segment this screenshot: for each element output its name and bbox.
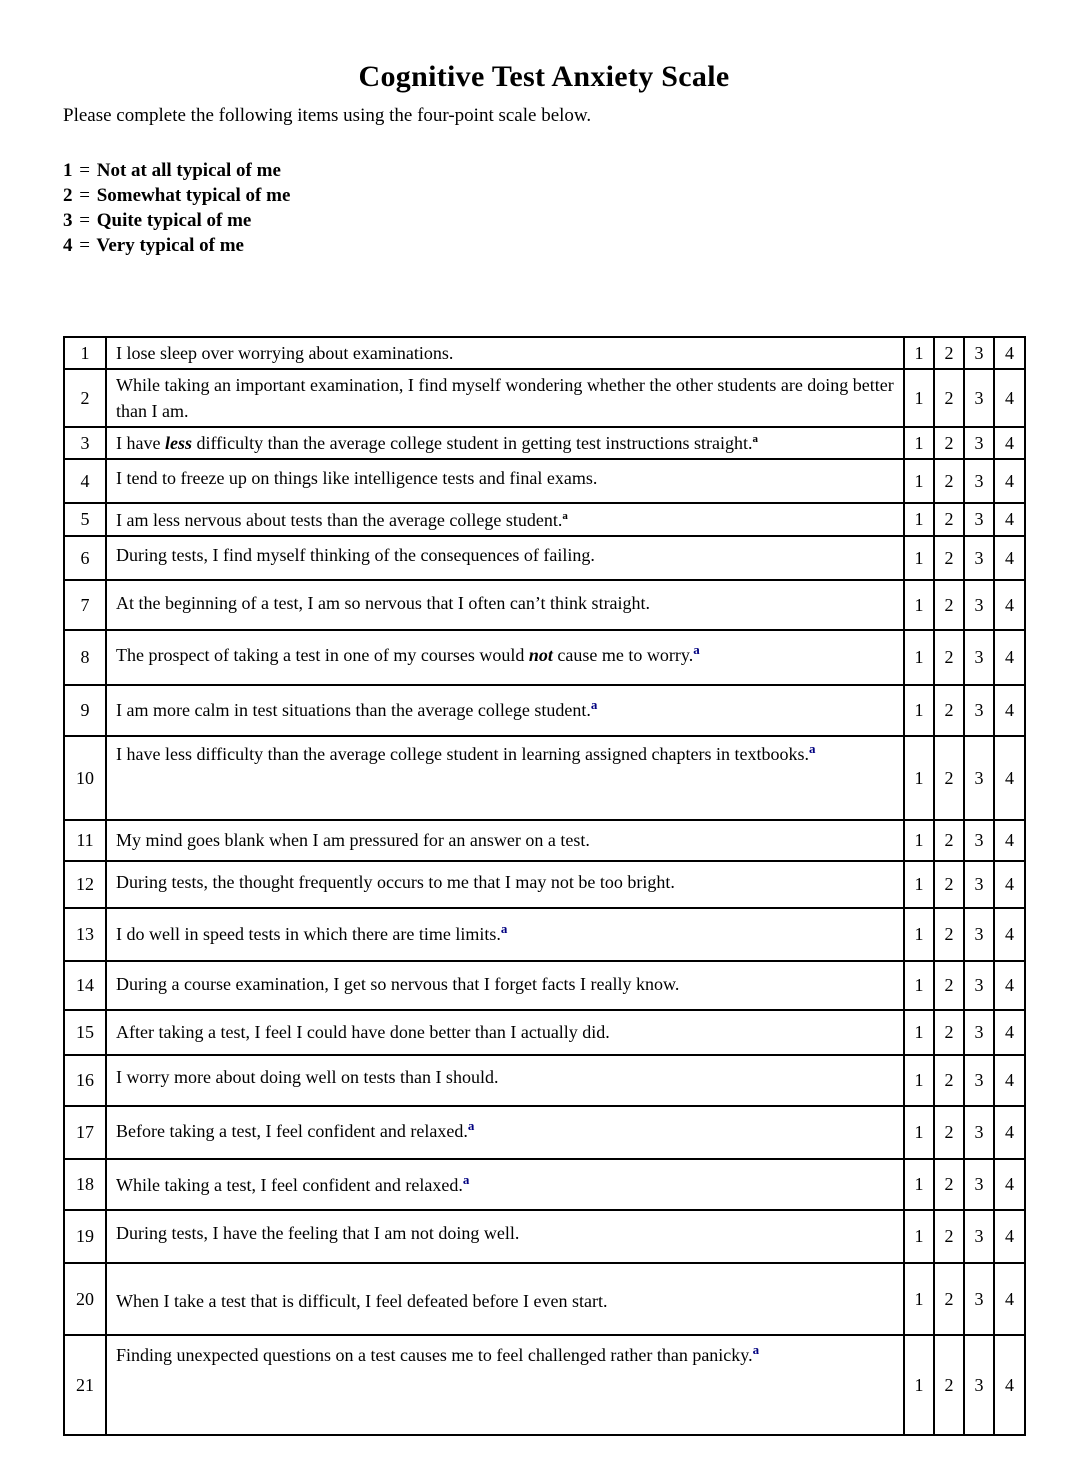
scale-option: [63, 183, 1088, 208]
item-statement: [106, 1210, 904, 1263]
item-number: 2: [64, 369, 106, 427]
questionnaire-row: [64, 861, 1025, 908]
rating-cell-3[interactable]: 3: [964, 1010, 994, 1055]
rating-cell-3[interactable]: 3: [964, 861, 994, 908]
item-statement: [106, 685, 904, 736]
rating-cell-4[interactable]: 4: [994, 369, 1025, 427]
item-number: 5: [64, 503, 106, 536]
questionnaire-row: [64, 1263, 1025, 1335]
questionnaire-row: [64, 685, 1025, 736]
rating-cell-3[interactable]: 3: [964, 908, 994, 961]
rating-cell-3[interactable]: 3: [964, 427, 994, 459]
scale-option: [63, 233, 1088, 258]
rating-cell-4[interactable]: 4: [994, 1210, 1025, 1263]
footnote-marker: a: [590, 697, 598, 712]
statement-text: I worry more about doing well on tests than I should.: [116, 1067, 499, 1087]
statement-text: I do well in speed tests in which there are time limits.: [116, 924, 501, 944]
item-number: 14: [64, 961, 106, 1010]
rating-cell-3[interactable]: 3: [964, 1159, 994, 1210]
item-number: 21: [64, 1335, 106, 1435]
item-number: 4: [64, 459, 106, 503]
rating-cell-3[interactable]: 3: [964, 1335, 994, 1435]
statement-text: Finding unexpected questions on a test causes me to feel challenged rather than panicky.: [116, 1345, 753, 1365]
scale-option-equals: =: [79, 160, 90, 181]
statement-text: When I take a test that is difficult, I feel defeated before I even start.: [116, 1291, 608, 1311]
rating-cell-2[interactable]: 2: [934, 861, 964, 908]
scale-option: [63, 158, 1088, 183]
item-number: 16: [64, 1055, 106, 1106]
scale-option-value: 1: [63, 160, 73, 181]
rating-cell-4[interactable]: 4: [994, 459, 1025, 503]
item-number: 10: [64, 736, 106, 820]
rating-cell-1[interactable]: 1: [904, 1106, 934, 1159]
rating-cell-3[interactable]: 3: [964, 685, 994, 736]
item-statement: [106, 820, 904, 861]
footnote-marker: a: [808, 741, 816, 756]
rating-cell-1[interactable]: 1: [904, 685, 934, 736]
rating-cell-2[interactable]: 2: [934, 736, 964, 820]
questionnaire-row: [64, 820, 1025, 861]
item-statement: [106, 580, 904, 630]
item-statement: [106, 908, 904, 961]
rating-cell-1[interactable]: 1: [904, 736, 934, 820]
instructions-text: Please complete the following items using the four-point scale below.: [63, 105, 592, 126]
footnote-marker: a: [562, 510, 568, 522]
rating-cell-2[interactable]: 2: [934, 908, 964, 961]
item-statement: [106, 1263, 904, 1335]
rating-cell-2[interactable]: 2: [934, 685, 964, 736]
item-statement: [106, 1106, 904, 1159]
rating-cell-4[interactable]: 4: [994, 908, 1025, 961]
scale-option-value: 2: [63, 185, 73, 206]
rating-cell-2[interactable]: 2: [934, 459, 964, 503]
statement-text: I am less nervous about tests than the average college student.: [116, 510, 563, 530]
statement-text: I lose sleep over worrying about examinations.: [116, 343, 454, 363]
rating-cell-2[interactable]: 2: [934, 1210, 964, 1263]
questionnaire-row: [64, 908, 1025, 961]
item-number: 17: [64, 1106, 106, 1159]
rating-cell-4[interactable]: 4: [994, 1159, 1025, 1210]
item-number: 6: [64, 536, 106, 580]
rating-cell-1[interactable]: 1: [904, 1263, 934, 1335]
rating-cell-2[interactable]: 2: [934, 369, 964, 427]
rating-cell-4[interactable]: 4: [994, 1335, 1025, 1435]
rating-cell-1[interactable]: 1: [904, 908, 934, 961]
item-statement: [106, 503, 904, 536]
questionnaire-row: [64, 1010, 1025, 1055]
scale-option-value: 3: [63, 210, 73, 231]
rating-cell-2[interactable]: 2: [934, 1106, 964, 1159]
item-statement: [106, 1159, 904, 1210]
rating-cell-1[interactable]: 1: [904, 1010, 934, 1055]
item-statement: [106, 861, 904, 908]
rating-cell-1[interactable]: 1: [904, 580, 934, 630]
rating-cell-4[interactable]: 4: [994, 1106, 1025, 1159]
item-statement: [106, 1010, 904, 1055]
rating-cell-4[interactable]: 4: [994, 630, 1025, 685]
statement-text: difficulty than the average college student in getting test instructions straight.: [191, 433, 753, 453]
item-number: 9: [64, 685, 106, 736]
questionnaire-row: [64, 630, 1025, 685]
rating-cell-3[interactable]: 3: [964, 961, 994, 1010]
rating-cell-4[interactable]: 4: [994, 1263, 1025, 1335]
rating-cell-4[interactable]: 4: [994, 820, 1025, 861]
statement-emphasis: less: [164, 433, 192, 453]
rating-cell-1[interactable]: 1: [904, 427, 934, 459]
item-number: 3: [64, 427, 106, 459]
rating-cell-3[interactable]: 3: [964, 369, 994, 427]
rating-cell-1[interactable]: 1: [904, 369, 934, 427]
item-number: 1: [64, 337, 106, 369]
footnote-marker: a: [500, 921, 508, 936]
rating-cell-1[interactable]: 1: [904, 630, 934, 685]
rating-cell-3[interactable]: 3: [964, 820, 994, 861]
rating-cell-1[interactable]: 1: [904, 1335, 934, 1435]
item-statement: [106, 961, 904, 1010]
item-statement: [106, 427, 904, 459]
statement-text: cause me to worry.: [552, 645, 694, 665]
rating-cell-1[interactable]: 1: [904, 1210, 934, 1263]
statement-text: The prospect of taking a test in one of my courses would: [116, 645, 529, 665]
rating-cell-2[interactable]: 2: [934, 536, 964, 580]
item-statement: [106, 630, 904, 685]
rating-cell-4[interactable]: 4: [994, 1055, 1025, 1106]
item-statement: [106, 536, 904, 580]
scale-option-label: Somewhat typical of me: [96, 185, 291, 206]
item-statement: [106, 337, 904, 369]
scale-option-label: Quite typical of me: [96, 210, 252, 231]
questionnaire-table: [63, 336, 1026, 1436]
rating-cell-2[interactable]: 2: [934, 580, 964, 630]
questionnaire-row: [64, 503, 1025, 536]
rating-cell-2[interactable]: 2: [934, 337, 964, 369]
rating-cell-2[interactable]: 2: [934, 1335, 964, 1435]
scale-legend: [63, 158, 1088, 258]
statement-text: Before taking a test, I feel confident and relaxed.: [116, 1121, 468, 1141]
item-number: 8: [64, 630, 106, 685]
rating-cell-1[interactable]: 1: [904, 503, 934, 536]
rating-cell-3[interactable]: 3: [964, 459, 994, 503]
rating-cell-1[interactable]: 1: [904, 459, 934, 503]
rating-cell-1[interactable]: 1: [904, 820, 934, 861]
rating-cell-4[interactable]: 4: [994, 580, 1025, 630]
questionnaire-row: [64, 580, 1025, 630]
footnote-marker: a: [462, 1172, 470, 1187]
item-number: 19: [64, 1210, 106, 1263]
statement-text: I have less difficulty than the average college student in learning assigned chapters in textbooks.: [116, 744, 809, 764]
rating-cell-2[interactable]: 2: [934, 630, 964, 685]
statement-text: During tests, I find myself thinking of the consequences of failing.: [116, 545, 595, 565]
statement-text: During a course examination, I get so nervous that I forget facts I really know.: [116, 974, 680, 994]
item-number: 15: [64, 1010, 106, 1055]
rating-cell-3[interactable]: 3: [964, 1106, 994, 1159]
scale-option-label: Very typical of me: [96, 235, 244, 256]
footnote-marker: a: [467, 1118, 475, 1133]
rating-cell-1[interactable]: 1: [904, 961, 934, 1010]
questionnaire-row: [64, 1335, 1025, 1435]
statement-emphasis: not: [528, 645, 553, 665]
rating-cell-2[interactable]: 2: [934, 1263, 964, 1335]
scale-option-equals: =: [79, 185, 90, 206]
scale-option: [63, 208, 1088, 233]
rating-cell-4[interactable]: 4: [994, 685, 1025, 736]
statement-text: During tests, I have the feeling that I am not doing well.: [116, 1223, 520, 1243]
rating-cell-3[interactable]: 3: [964, 580, 994, 630]
item-number: 12: [64, 861, 106, 908]
rating-cell-2[interactable]: 2: [934, 1159, 964, 1210]
statement-text: I am more calm in test situations than the average college student.: [116, 700, 591, 720]
rating-cell-2[interactable]: 2: [934, 427, 964, 459]
statement-text: At the beginning of a test, I am so nervous that I often can’t think straight.: [116, 593, 651, 613]
rating-cell-3[interactable]: 3: [964, 630, 994, 685]
item-statement: [106, 369, 904, 427]
statement-text: During tests, the thought frequently occurs to me that I may not be too bright.: [116, 872, 675, 892]
statement-text: While taking an important examination, I find myself wondering whether the other students are doing better than I am.: [116, 375, 894, 421]
questionnaire-row: [64, 536, 1025, 580]
rating-cell-4[interactable]: 4: [994, 427, 1025, 459]
rating-cell-4[interactable]: 4: [994, 1010, 1025, 1055]
rating-cell-2[interactable]: 2: [934, 1055, 964, 1106]
scale-option-equals: =: [79, 235, 90, 256]
rating-cell-4[interactable]: 4: [994, 861, 1025, 908]
rating-cell-1[interactable]: 1: [904, 337, 934, 369]
questionnaire-row: [64, 736, 1025, 820]
scale-option-equals: =: [79, 210, 90, 231]
rating-cell-3[interactable]: 3: [964, 503, 994, 536]
rating-cell-3[interactable]: 3: [964, 536, 994, 580]
rating-cell-1[interactable]: 1: [904, 536, 934, 580]
questionnaire-row: [64, 1210, 1025, 1263]
rating-cell-2[interactable]: 2: [934, 503, 964, 536]
rating-cell-3[interactable]: 3: [964, 736, 994, 820]
statement-text: While taking a test, I feel confident and relaxed.: [116, 1175, 463, 1195]
item-statement: [106, 736, 904, 820]
rating-cell-3[interactable]: 3: [964, 337, 994, 369]
questionnaire-row: [64, 459, 1025, 503]
item-statement: [106, 1055, 904, 1106]
document-page: [0, 60, 1088, 1468]
item-number: 20: [64, 1263, 106, 1335]
page-title: Cognitive Test Anxiety Scale: [358, 60, 730, 93]
rating-cell-3[interactable]: 3: [964, 1263, 994, 1335]
questionnaire-row: [64, 1106, 1025, 1159]
rating-cell-1[interactable]: 1: [904, 1055, 934, 1106]
item-number: 11: [64, 820, 106, 861]
rating-cell-4[interactable]: 4: [994, 736, 1025, 820]
statement-text: I tend to freeze up on things like intelligence tests and final exams.: [116, 468, 598, 488]
questionnaire-row: [64, 1055, 1025, 1106]
statement-text: I have: [116, 433, 165, 453]
questionnaire-row: [64, 427, 1025, 459]
rating-cell-3[interactable]: 3: [964, 1210, 994, 1263]
statement-text: After taking a test, I feel I could have done better than I actually did.: [116, 1022, 610, 1042]
rating-cell-2[interactable]: 2: [934, 820, 964, 861]
footnote-marker: a: [693, 642, 700, 657]
item-number: 7: [64, 580, 106, 630]
rating-cell-1[interactable]: 1: [904, 1159, 934, 1210]
questionnaire-row: [64, 369, 1025, 427]
rating-cell-4[interactable]: 4: [994, 503, 1025, 536]
item-number: 18: [64, 1159, 106, 1210]
rating-cell-2[interactable]: 2: [934, 1010, 964, 1055]
scale-option-label: Not at all typical of me: [96, 160, 281, 181]
questionnaire-row: [64, 337, 1025, 369]
statement-text: My mind goes blank when I am pressured for an answer on a test.: [116, 830, 590, 850]
footnote-marker: a: [752, 1342, 760, 1357]
rating-cell-1[interactable]: 1: [904, 861, 934, 908]
questionnaire-row: [64, 1159, 1025, 1210]
item-statement: [106, 459, 904, 503]
scale-option-value: 4: [63, 235, 73, 256]
questionnaire-row: [64, 961, 1025, 1010]
rating-cell-2[interactable]: 2: [934, 961, 964, 1010]
item-statement: [106, 1335, 904, 1435]
rating-cell-4[interactable]: 4: [994, 337, 1025, 369]
rating-cell-4[interactable]: 4: [994, 536, 1025, 580]
questionnaire-table-container: [63, 336, 1028, 1395]
item-number: 13: [64, 908, 106, 961]
rating-cell-4[interactable]: 4: [994, 961, 1025, 1010]
rating-cell-3[interactable]: 3: [964, 1055, 994, 1106]
footnote-marker: a: [752, 433, 759, 445]
